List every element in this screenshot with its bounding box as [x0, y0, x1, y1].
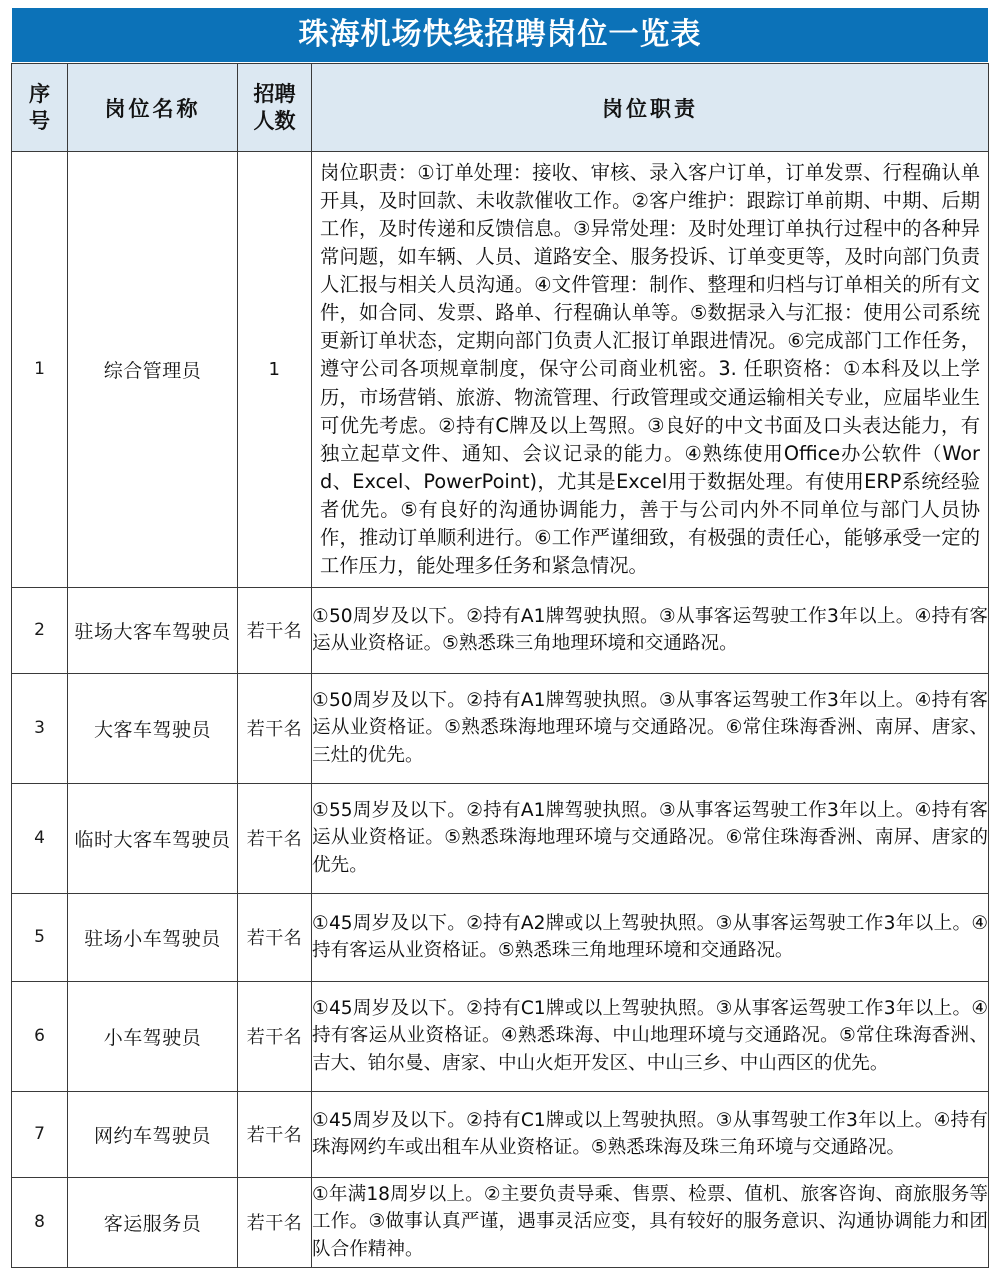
job-positions-table	[11, 63, 989, 1268]
headcount: 若干名	[238, 587, 312, 673]
row-index: 5	[12, 893, 68, 981]
row-index: 6	[12, 981, 68, 1091]
row-index: 2	[12, 587, 68, 673]
row-index: 4	[12, 783, 68, 893]
position-name: 驻场大客车驾驶员	[68, 587, 238, 673]
position-name: 客运服务员	[68, 1177, 238, 1267]
column-header-position-name: 岗位名称	[68, 64, 238, 152]
responsibilities: 岗位职责：①订单处理：接收、审核、录入客户订单，订单发票、行程确认单开具，及时回款、未收款催收工作。②客户维护：跟踪订单前期、中期、后期工作，及时传递和反馈信息。③异常处理：及时处理订单执行过程中的各种异常问题，如车辆、人员、道路安全、服务投诉、订单变更等，及时向部门负责人汇报与相关人员沟通。④文件管理：制作、整理和归档与订单相关的所有文件，如合同、发票、路单、行程确认单等。⑤数据录入与汇报：使用公司系统更新订单状态，定期向部门负责人汇报订单跟进情况。⑥完成部门工作任务，遵守公司各项规章制度，保守公司商业机密。3. 任职资格：①本科及以上学历，市场营销、旅游、物流管理、行政管理或交通运输相关专业，应届毕业生可优先考虑。②持有C牌及以上驾照。③良好的中文书面及口头表达能力，有独立起草文件、通知、会议记录的能力。④熟练使用Office办公软件（Word、Excel、PowerPoint)，尤其是Excel用于数据处理。有使用ERP系统经验者优先。⑤有良好的沟通协调能力，善于与公司内外不同单位与部门人员协作，推动订单顺利进行。⑥工作严谨细致，有极强的责任心，能够承受一定的工作压力，能处理多任务和紧急情况。	[312, 152, 989, 588]
table-row	[12, 893, 989, 981]
table-header-row	[12, 64, 989, 152]
page-title-banner	[12, 8, 988, 62]
table-row	[12, 783, 989, 893]
row-index: 1	[12, 152, 68, 588]
headcount: 若干名	[238, 1091, 312, 1177]
position-name: 驻场小车驾驶员	[68, 893, 238, 981]
table-row	[12, 1091, 989, 1177]
column-header-headcount: 招聘 人数	[238, 64, 312, 152]
position-name: 网约车驾驶员	[68, 1091, 238, 1177]
position-name: 小车驾驶员	[68, 981, 238, 1091]
page-title: 珠海机场快线招聘岗位一览表	[298, 17, 702, 52]
responsibilities: ①45周岁及以下。②持有C1牌或以上驾驶执照。③从事驾驶工作3年以上。④持有珠海网约车或出租车从业资格证。⑤熟悉珠海及珠三角环境与交通路况。	[312, 1091, 989, 1177]
table-row	[12, 152, 989, 588]
column-header-responsibilities: 岗位职责	[312, 64, 989, 152]
column-header-index: 序 号	[12, 64, 68, 152]
headcount: 若干名	[238, 1177, 312, 1267]
position-name: 临时大客车驾驶员	[68, 783, 238, 893]
row-index: 8	[12, 1177, 68, 1267]
responsibilities: ①45周岁及以下。②持有A2牌或以上驾驶执照。③从事客运驾驶工作3年以上。④持有客运从业资格证。⑤熟悉珠三角地理环境和交通路况。	[312, 893, 989, 981]
responsibilities: ①55周岁及以下。②持有A1牌驾驶执照。③从事客运驾驶工作3年以上。④持有客运从业资格证。⑤熟悉珠海地理环境与交通路况。⑥常住珠海香洲、南屏、唐家的优先。	[312, 783, 989, 893]
table-row	[12, 1177, 989, 1267]
table-row	[12, 981, 989, 1091]
headcount: 1	[238, 152, 312, 588]
responsibilities: ①50周岁及以下。②持有A1牌驾驶执照。③从事客运驾驶工作3年以上。④持有客运从业资格证。⑤熟悉珠海地理环境与交通路况。⑥常住珠海香洲、南屏、唐家、三灶的优先。	[312, 673, 989, 783]
responsibilities: ①年满18周岁以上。②主要负责导乘、售票、检票、值机、旅客咨询、商旅服务等工作。③做事认真严谨，遇事灵活应变，具有较好的服务意识、沟通协调能力和团队合作精神。	[312, 1177, 989, 1267]
table-row	[12, 673, 989, 783]
headcount: 若干名	[238, 783, 312, 893]
row-index: 7	[12, 1091, 68, 1177]
headcount: 若干名	[238, 981, 312, 1091]
position-name: 大客车驾驶员	[68, 673, 238, 783]
position-name: 综合管理员	[68, 152, 238, 588]
row-index: 3	[12, 673, 68, 783]
responsibilities: ①45周岁及以下。②持有C1牌或以上驾驶执照。③从事客运驾驶工作3年以上。④持有客运从业资格证。④熟悉珠海、中山地理环境与交通路况。⑤常住珠海香洲、吉大、铂尔曼、唐家、中山火炬开发区、中山三乡、中山西区的优先。	[312, 981, 989, 1091]
table-row	[12, 587, 989, 673]
responsibilities: ①50周岁及以下。②持有A1牌驾驶执照。③从事客运驾驶工作3年以上。④持有客运从业资格证。⑤熟悉珠三角地理环境和交通路况。	[312, 587, 989, 673]
headcount: 若干名	[238, 893, 312, 981]
headcount: 若干名	[238, 673, 312, 783]
